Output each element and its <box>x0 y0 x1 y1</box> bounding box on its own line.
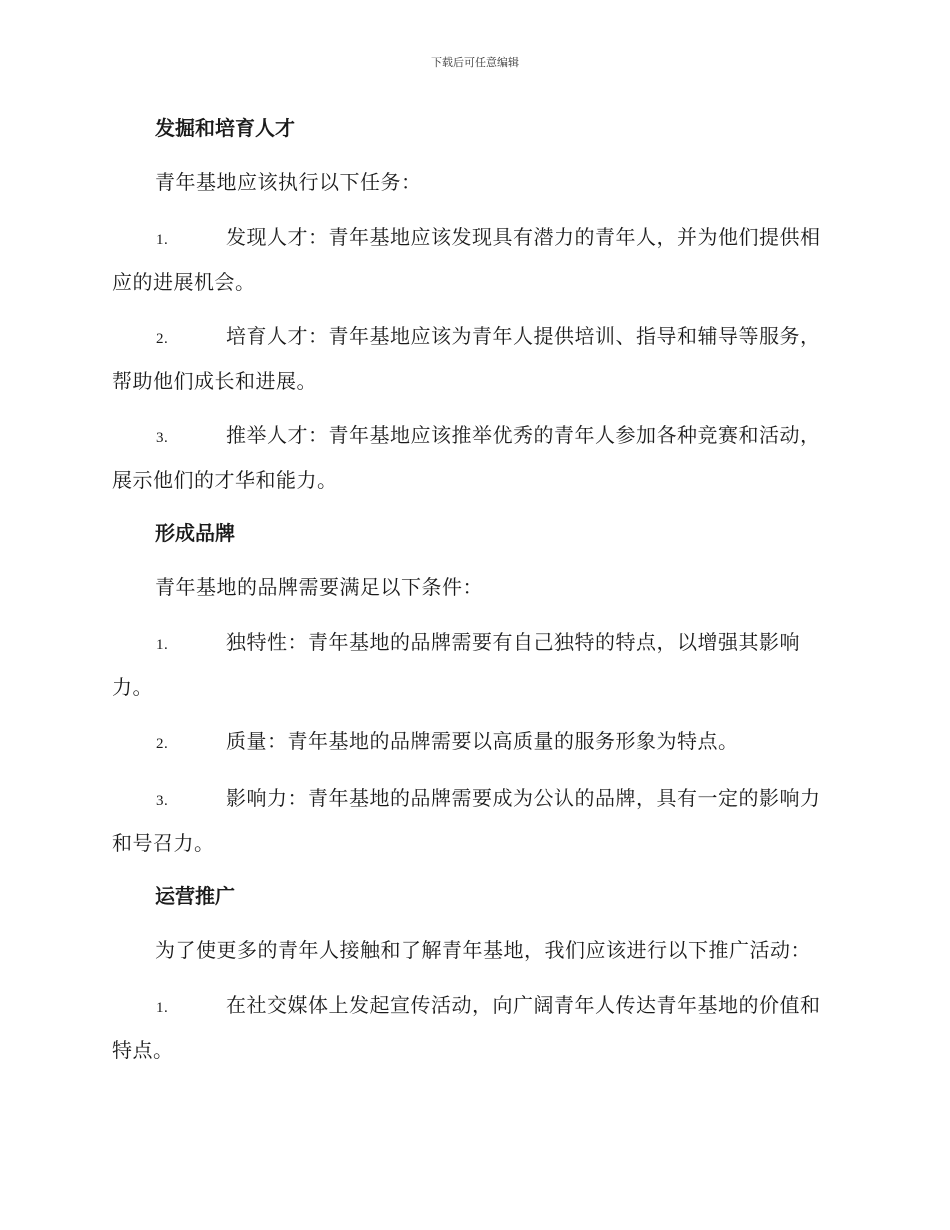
list-item-text: 质量：青年基地的品牌需要以高质量的服务形象为特点。 <box>226 729 739 753</box>
list-item-text: 影响力：青年基地的品牌需要成为公认的品牌，具有一定的影响力和号召力。 <box>112 786 821 855</box>
list-item <box>112 414 834 501</box>
list-item <box>112 315 834 402</box>
list-item-text: 独特性：青年基地的品牌需要有自己独特的特点，以增强其影响力。 <box>112 630 800 699</box>
list-item-number: 1. <box>156 637 169 653</box>
list-item-number: 2. <box>156 331 169 347</box>
list-item-text: 发现人才：青年基地应该发现具有潜力的青年人，并为他们提供相应的进展机会。 <box>112 225 821 294</box>
list-item-number: 2. <box>156 736 169 752</box>
header-note: 下载后可任意编辑 <box>431 56 519 69</box>
list-item-number: 1. <box>156 232 169 248</box>
section-intro-talent: 青年基地应该执行以下任务： <box>155 170 422 194</box>
section-heading-promotion: 运营推广 <box>155 884 235 908</box>
section-heading-brand: 形成品牌 <box>155 521 235 545</box>
section-intro-brand: 青年基地的品牌需要满足以下条件： <box>155 575 483 599</box>
list-item-number: 3. <box>156 430 169 446</box>
section-heading-talent: 发掘和培育人才 <box>155 116 295 140</box>
list-item-number: 3. <box>156 793 169 809</box>
list-item-number: 1. <box>156 1000 169 1016</box>
list-item <box>112 777 834 864</box>
list-item <box>112 216 834 303</box>
list-item <box>112 621 834 708</box>
list-item-text: 培育人才：青年基地应该为青年人提供培训、指导和辅导等服务，帮助他们成长和进展。 <box>112 324 821 393</box>
list-item-text: 推举人才：青年基地应该推举优秀的青年人参加各种竞赛和活动，展示他们的才华和能力。 <box>112 423 821 492</box>
list-item-text: 在社交媒体上发起宣传活动，向广阔青年人传达青年基地的价值和特点。 <box>112 993 821 1062</box>
list-item <box>112 984 834 1071</box>
list-item <box>112 720 834 765</box>
document-body <box>112 108 834 1083</box>
section-intro-promotion: 为了使更多的青年人接触和了解青年基地，我们应该进行以下推广活动： <box>155 938 811 962</box>
